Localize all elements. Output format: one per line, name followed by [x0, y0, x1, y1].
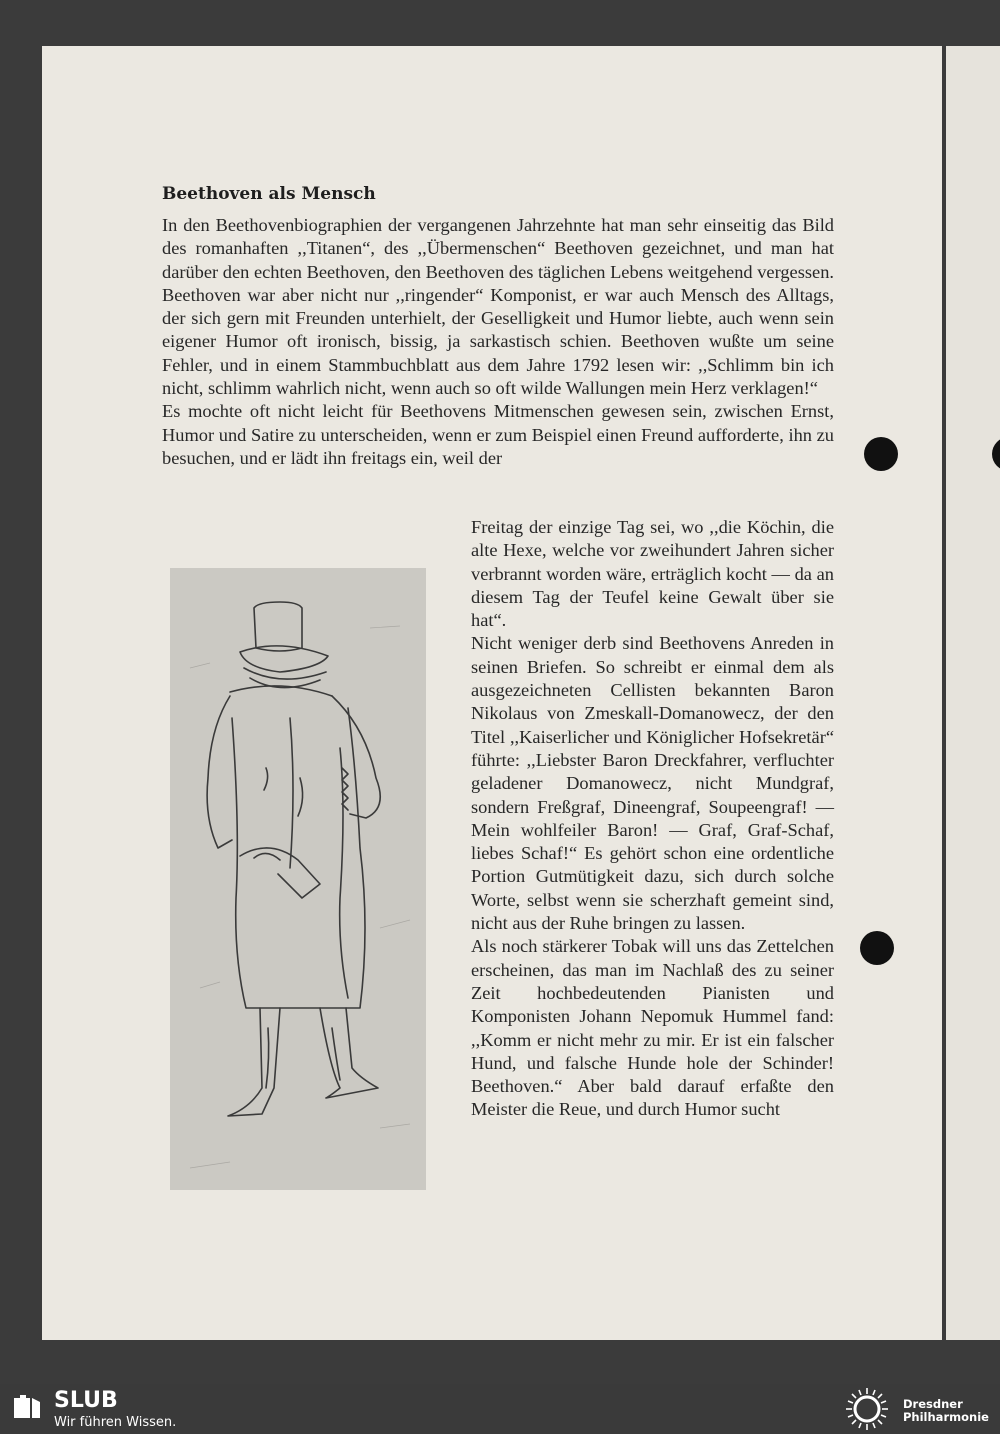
partner-line-2: Philharmonie	[903, 1410, 989, 1424]
paragraph-1: In den Beethovenbiographien der vergangenen Jahrzehnte hat man sehr einseitig das Bild des romanhaften ,,Titanen“, des ,,Übermenschen“ Beethoven gezeichnet, und man hat darüber den echten Beethoven, den Beethoven des täglichen Lebens weitgehend vergessen. Beethoven war aber nicht nur ,,ringender“ Komponist, er war auch Mensch des Alltags, der sich gern mit Freunden unterhielt, der Geselligkeit und Humor liebte, auch wenn sein eigener Humor oft ironisch, bissig, ja sarkastisch schien. Beethoven wußte um seine Fehler, und in einem Stammbuchblatt aus dem Jahre 1792 lesen wir: ,,Schlimm bin ich nicht, schlimm wahrlich nicht, wenn auch so oft wilde Wallungen mein Herz verklagen!“	[162, 215, 834, 399]
article-body	[162, 214, 834, 470]
slub-logo-text[interactable]: SLUB	[54, 1388, 118, 1413]
slub-tagline: Wir führen Wissen.	[54, 1415, 177, 1430]
article-column	[471, 516, 834, 1122]
partner-line-1: Dresdner	[903, 1397, 963, 1411]
paragraph-2-start: Es mochte oft nicht leicht für Beethovens Mitmenschen gewesen sein, zwischen Ernst, Humor und Satire zu unterscheiden, wenn er zum Beispiel einen Freund aufforderte, ihn zu besuchen, und er lädt ihn freitags ein, weil der	[162, 401, 834, 468]
adjacent-page-edge	[946, 46, 1000, 1340]
beethoven-sketch-illustration	[170, 568, 426, 1190]
partner-logo-text[interactable]	[903, 1398, 989, 1424]
paragraph-3: Nicht weniger derb sind Beethovens Anreden in seinen Briefen. So schreibt er einmal dem als ausgezeichneten Cellisten bekannten Baron Nikolaus von Zmeskall-Domanowecz, der den Titel ,,Kaiserlicher und Königlicher Hofsekretär“ führte: ,,Liebster Baron Dreckfahrer, verfluchter geladener Domanowecz, nicht Mundgraf, sondern Freßgraf, Dineengraf, Soupeengraf! — Mein wohlfeiler Baron! — Graf, Graf-Schaf, liebes Schaf!“ Es gehört schon eine ordentliche Portion Gutmütigkeit dazu, sich durch solche Worte, selbst wenn sie scherzhaft gemeint sind, nicht aus der Ruhe bringen zu lassen.	[471, 633, 834, 934]
punch-hole	[860, 931, 894, 965]
punch-hole	[864, 437, 898, 471]
book-stack-icon[interactable]	[12, 1392, 42, 1422]
sunburst-logo-icon[interactable]	[842, 1386, 892, 1432]
article-heading: Beethoven als Mensch	[162, 184, 376, 204]
paragraph-4: Als noch stärkerer Tobak will uns das Zettelchen erscheinen, das man im Nachlaß des zu seiner Zeit hochbedeutenden Pianisten und Komponisten Johann Nepomuk Hummel fand: ,,Komm er nicht mehr zu mir. Er ist ein falscher Hund, und falsche Hunde hole der Schinder! Beethoven.“ Aber bald darauf erfaßte den Meister die Reue, und durch Humor sucht	[471, 936, 834, 1120]
paragraph-2-continued: Freitag der einzige Tag sei, wo ,,die Köchin, die alte Hexe, welche vor zweihundert Jahren sicher verbrannt worden wäre, erträglich kocht — da an diesem Tag der Teufel keine Gewalt über sie hat“.	[471, 517, 834, 631]
viewer-footer	[0, 1384, 1000, 1434]
